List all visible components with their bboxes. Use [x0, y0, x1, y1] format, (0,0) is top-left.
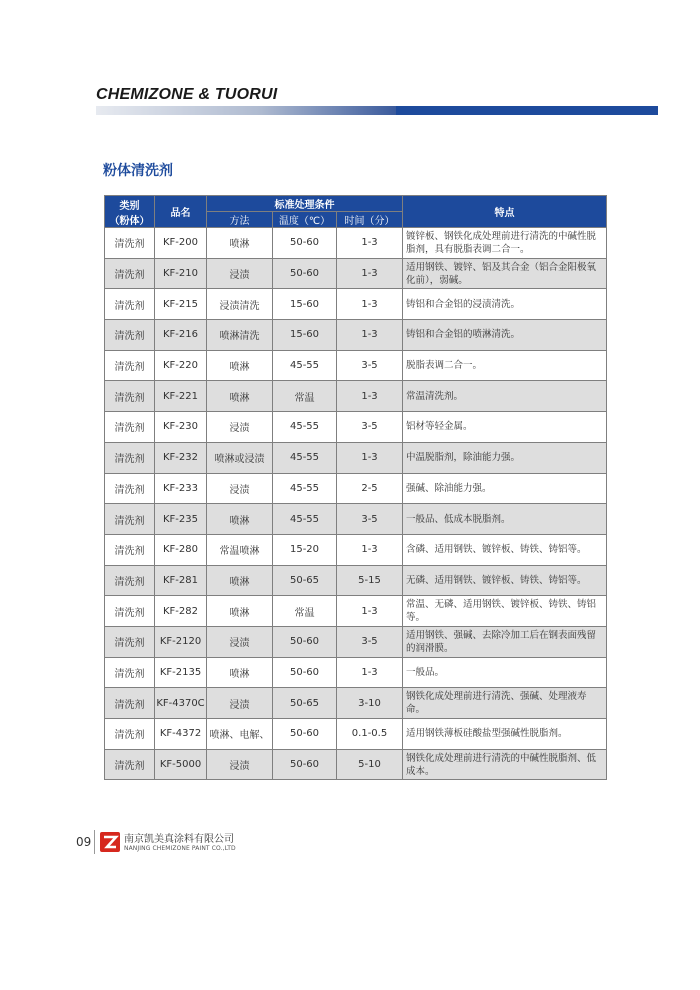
- cell-temperature: 45-55: [273, 504, 337, 535]
- cell-method: 喷淋: [207, 565, 273, 596]
- cell-method: 浸渍: [207, 626, 273, 657]
- table-row: [105, 534, 607, 565]
- table-row: [105, 719, 607, 750]
- cell-product: KF-233: [155, 473, 207, 504]
- cell-feature: 铸铝和合金铝的喷淋清洗。: [403, 320, 607, 351]
- cell-temperature: 45-55: [273, 350, 337, 381]
- cell-method: 浸渍: [207, 412, 273, 443]
- header-method: 方法: [207, 212, 273, 228]
- cell-product: KF-281: [155, 565, 207, 596]
- cell-method: 喷淋: [207, 657, 273, 688]
- header-category-sub: （粉体）: [109, 215, 150, 227]
- cell-feature: 脱脂表调二合一。: [403, 350, 607, 381]
- cell-temperature: 50-60: [273, 228, 337, 259]
- cell-time: 3-5: [337, 504, 403, 535]
- cell-feature: 常温、无磷、适用钢铁、镀锌板、铸铁、铸铝等。: [403, 596, 607, 627]
- cell-product: KF-210: [155, 258, 207, 289]
- table-row: [105, 626, 607, 657]
- cell-category: 清洗剂: [105, 657, 155, 688]
- cell-product: KF-280: [155, 534, 207, 565]
- header-stripe-gradient: [96, 106, 396, 115]
- cell-category: 清洗剂: [105, 534, 155, 565]
- cell-product: KF-232: [155, 442, 207, 473]
- cell-category: 清洗剂: [105, 688, 155, 719]
- cell-product: KF-200: [155, 228, 207, 259]
- cell-product: KF-221: [155, 381, 207, 412]
- table-row: [105, 473, 607, 504]
- cell-method: 喷淋清洗: [207, 320, 273, 351]
- brand-title: CHEMIZONE & TUORUI: [96, 86, 278, 103]
- header-category: [105, 196, 155, 228]
- company-name-cn: 南京凯美真涂料有限公司: [124, 834, 234, 845]
- cell-category: 清洗剂: [105, 442, 155, 473]
- cell-feature: 一般品、低成本脱脂剂。: [403, 504, 607, 535]
- table-row: [105, 442, 607, 473]
- cell-temperature: 45-55: [273, 412, 337, 443]
- cell-category: 清洗剂: [105, 504, 155, 535]
- cell-time: 1-3: [337, 381, 403, 412]
- cell-temperature: 50-65: [273, 688, 337, 719]
- cell-method: 喷淋: [207, 596, 273, 627]
- section-title: 粉体清洗剂: [103, 163, 173, 179]
- footer-divider: [94, 830, 95, 854]
- cell-method: 常温喷淋: [207, 534, 273, 565]
- table-row: [105, 320, 607, 351]
- header-time: 时间（分）: [337, 212, 403, 228]
- table-row: [105, 657, 607, 688]
- cell-category: 清洗剂: [105, 473, 155, 504]
- table-row: [105, 412, 607, 443]
- company-name-en: NANJING CHEMIZONE PAINT CO.,LTD: [124, 845, 236, 852]
- cell-product: KF-4372: [155, 719, 207, 750]
- cell-category: 清洗剂: [105, 289, 155, 320]
- cell-time: 0.1-0.5: [337, 719, 403, 750]
- table-row: [105, 596, 607, 627]
- cell-temperature: 15-60: [273, 320, 337, 351]
- table-row: [105, 350, 607, 381]
- cell-category: 清洗剂: [105, 719, 155, 750]
- cell-time: 1-3: [337, 596, 403, 627]
- cell-time: 1-3: [337, 657, 403, 688]
- cell-time: 1-3: [337, 289, 403, 320]
- table-row: [105, 565, 607, 596]
- header-conditions: 标准处理条件: [207, 196, 403, 212]
- header-stripe: [96, 106, 658, 115]
- table-row: [105, 228, 607, 259]
- cell-temperature: 45-55: [273, 442, 337, 473]
- cell-time: 3-5: [337, 626, 403, 657]
- cell-product: KF-216: [155, 320, 207, 351]
- cell-category: 清洗剂: [105, 565, 155, 596]
- table-row: [105, 381, 607, 412]
- cell-product: KF-220: [155, 350, 207, 381]
- cell-category: 清洗剂: [105, 749, 155, 780]
- cell-feature: 强碱、除油能力强。: [403, 473, 607, 504]
- cell-method: 喷淋、电解、: [207, 719, 273, 750]
- cell-product: KF-235: [155, 504, 207, 535]
- cell-method: 浸渍: [207, 473, 273, 504]
- cell-feature: 适用钢铁薄板硅酸盐型强碱性脱脂剂。: [403, 719, 607, 750]
- cell-category: 清洗剂: [105, 626, 155, 657]
- cell-method: 浸渍: [207, 688, 273, 719]
- cell-product: KF-215: [155, 289, 207, 320]
- cell-category: 清洗剂: [105, 258, 155, 289]
- cell-feature: 铝材等轻金属。: [403, 412, 607, 443]
- cell-temperature: 50-60: [273, 657, 337, 688]
- cell-temperature: 50-60: [273, 719, 337, 750]
- cell-product: KF-230: [155, 412, 207, 443]
- header-product: 品名: [155, 196, 207, 228]
- page-number: 09: [76, 835, 92, 849]
- cell-feature: 含磷、适用钢铁、镀锌板、铸铁、铸铝等。: [403, 534, 607, 565]
- cell-temperature: 45-55: [273, 473, 337, 504]
- cell-temperature: 常温: [273, 596, 337, 627]
- cell-time: 1-3: [337, 320, 403, 351]
- cell-temperature: 50-60: [273, 626, 337, 657]
- cell-temperature: 15-60: [273, 289, 337, 320]
- cell-method: 喷淋: [207, 381, 273, 412]
- cell-category: 清洗剂: [105, 228, 155, 259]
- cell-product: KF-2135: [155, 657, 207, 688]
- cell-feature: 一般品。: [403, 657, 607, 688]
- cell-category: 清洗剂: [105, 350, 155, 381]
- cell-product: KF-4370C: [155, 688, 207, 719]
- cz-logo-icon: [100, 832, 120, 852]
- table-row: [105, 504, 607, 535]
- header-features: 特点: [403, 196, 607, 228]
- table-row: [105, 688, 607, 719]
- table-row: [105, 749, 607, 780]
- table-row: [105, 258, 607, 289]
- cell-method: 喷淋: [207, 350, 273, 381]
- cell-category: 清洗剂: [105, 596, 155, 627]
- cell-temperature: 50-60: [273, 258, 337, 289]
- cell-method: 浸渍: [207, 258, 273, 289]
- cell-time: 3-10: [337, 688, 403, 719]
- cell-category: 清洗剂: [105, 381, 155, 412]
- cell-time: 5-10: [337, 749, 403, 780]
- cell-feature: 中温脱脂剂，除油能力强。: [403, 442, 607, 473]
- cell-method: 喷淋: [207, 504, 273, 535]
- cell-time: 5-15: [337, 565, 403, 596]
- cell-feature: 钢铁化成处理前进行清洗、强碱、处理液寿命。: [403, 688, 607, 719]
- cell-feature: 钢铁化成处理前进行清洗的中碱性脱脂剂、低成本。: [403, 749, 607, 780]
- table-body: [105, 228, 607, 780]
- cell-time: 3-5: [337, 350, 403, 381]
- cell-temperature: 50-65: [273, 565, 337, 596]
- cell-category: 清洗剂: [105, 412, 155, 443]
- cell-method: 喷淋: [207, 228, 273, 259]
- cell-time: 1-3: [337, 534, 403, 565]
- cell-method: 浸渍: [207, 749, 273, 780]
- cell-feature: 常温清洗剂。: [403, 381, 607, 412]
- cell-time: 1-3: [337, 258, 403, 289]
- cell-temperature: 50-60: [273, 749, 337, 780]
- cell-product: KF-282: [155, 596, 207, 627]
- cell-feature: 无磷、适用钢铁、镀锌板、铸铁、铸铝等。: [403, 565, 607, 596]
- cell-feature: 铸铝和合金铝的浸渍清洗。: [403, 289, 607, 320]
- cell-time: 2-5: [337, 473, 403, 504]
- cell-temperature: 常温: [273, 381, 337, 412]
- cell-time: 1-3: [337, 442, 403, 473]
- header-category-label: 类别: [119, 200, 140, 212]
- cell-method: 浸渍清洗: [207, 289, 273, 320]
- cell-category: 清洗剂: [105, 320, 155, 351]
- cell-feature: 适用钢铁、强碱、去除冷加工后在钢表面残留的润滑膜。: [403, 626, 607, 657]
- header-stripe-solid: [396, 106, 658, 115]
- cell-feature: 镀锌板、钢铁化成处理前进行清洗的中碱性脱脂剂，具有脱脂表调二合一。: [403, 228, 607, 259]
- header-temperature: 温度（℃）: [273, 212, 337, 228]
- table-row: [105, 289, 607, 320]
- cell-time: 1-3: [337, 228, 403, 259]
- product-table: [104, 195, 607, 780]
- cell-product: KF-5000: [155, 749, 207, 780]
- cell-temperature: 15-20: [273, 534, 337, 565]
- cell-product: KF-2120: [155, 626, 207, 657]
- cell-method: 喷淋或浸渍: [207, 442, 273, 473]
- cell-time: 3-5: [337, 412, 403, 443]
- cell-feature: 适用钢铁、镀锌、铝及其合金（铝合金阳极氧化前），弱碱。: [403, 258, 607, 289]
